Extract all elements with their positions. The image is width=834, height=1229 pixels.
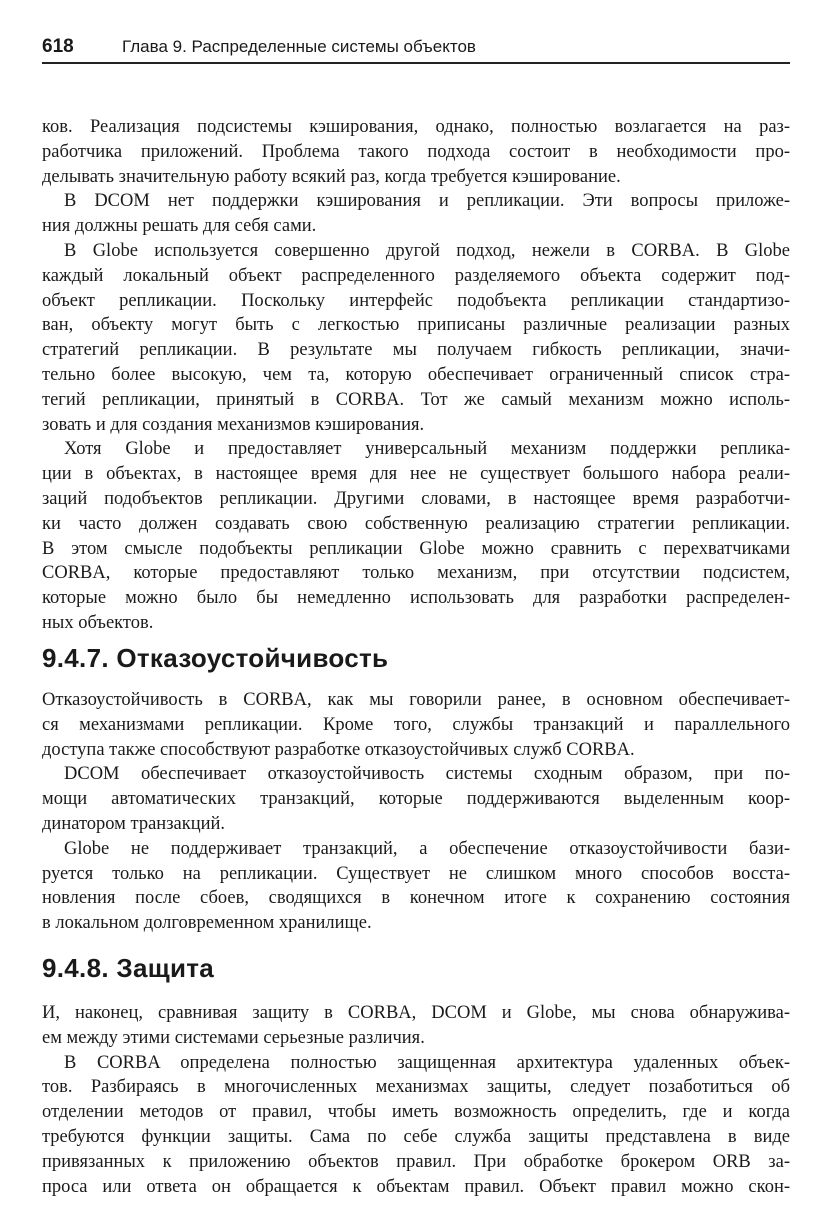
text-line: тельно более высокую, чем та, которую обеспечивает ограниченный список стра- [42, 364, 790, 385]
text-line: тегий репликации, принятый в CORBA. Тот же самый механизм можно исполь- [42, 389, 790, 410]
text-line: требуются функции защиты. Сама по себе служба защиты представлена в виде [42, 1126, 790, 1147]
text-line: тов. Разбираясь в многочисленных механизмах защиты, следует позаботиться об [42, 1077, 790, 1098]
text-line: стратегий репликации. В результате мы получаем гибкость репликации, значи- [42, 340, 790, 361]
paragraph [42, 1051, 790, 1200]
text-line: заций подобъектов репликации. Другими словами, в настоящее время разработчи- [42, 488, 790, 509]
text-line: объект репликации. Поскольку интерфейс подобъекта репликации стандартизо- [42, 290, 790, 311]
text-line: ния должны решать для себя сами. [42, 216, 317, 237]
text-line: динатором транзакций. [42, 813, 226, 834]
running-title: Глава 9. Распределенные системы объектов [122, 37, 476, 56]
text-line: И, наконец, сравнивая защиту в CORBA, DCOM и Globe, мы снова обнаружива- [42, 1003, 790, 1023]
text-line: В CORBA определена полностью защищенная архитектура удаленных объек- [64, 1052, 790, 1073]
section-body-intro [42, 115, 790, 636]
section-body-security [42, 1001, 790, 1199]
text-line: ции в объектах, в настоящее время для нее не существует большого набора реали- [42, 464, 790, 485]
section-heading-security: 9.4.8. Защита [42, 953, 215, 983]
text-line: каждый локальный объект распределенного разделяемого объекта содержит под- [42, 265, 790, 286]
text-line: проса или ответа он обращается к объектам правил. Объект правил можно скон- [42, 1176, 790, 1197]
paragraph [42, 688, 790, 762]
paragraph [42, 1001, 790, 1051]
paragraph [42, 115, 790, 189]
text-line: в локальном долговременном хранилище. [42, 913, 372, 934]
text-line: В DCOM нет поддержки кэширования и репликации. Эти вопросы приложе- [64, 191, 790, 212]
text-line: работчика приложений. Проблема такого подхода состоит в необходимости про- [42, 141, 790, 162]
text-line: ем между этими системами серьезные различия. [42, 1027, 425, 1048]
running-header [42, 36, 790, 64]
text-line: отделении методов от правил, чтобы иметь возможность определить, где и когда [42, 1102, 790, 1123]
text-line: ван, объекту могут быть с легкостью приписаны различные реализации разных [42, 315, 790, 336]
text-line: новления после сбоев, сводящихся в конечном итоге к сохранению состояния [42, 888, 790, 909]
text-line: делывать значительную работу всякий раз, когда требуется кэширование. [42, 166, 621, 187]
text-line: DCOM обеспечивает отказоустойчивость системы сходным образом, при по- [64, 764, 790, 785]
text-line: доступа также способствуют разработке отказоустойчивых служб CORBA. [42, 739, 635, 760]
text-line: привязанных к приложению объектов правил. При обработке брокером ORB за- [42, 1151, 790, 1172]
text-line: Хотя Globe и предоставляет универсальный механизм поддержки реплика- [64, 439, 790, 460]
paragraph [42, 437, 790, 635]
paragraph [42, 189, 790, 239]
text-line: ки часто должен создавать свою собственную реализацию стратегии репликации. [42, 513, 790, 534]
section-heading-fault-tolerance: 9.4.7. Отказоустойчивость [42, 643, 389, 673]
text-line: CORBA, которые предоставляют только механизм, при отсутствии подсистем, [42, 563, 790, 584]
text-line: ся механизмами репликации. Кроме того, службы транзакций и параллельного [42, 714, 790, 735]
text-line: Отказоустойчивость в CORBA, как мы говорили ранее, в основном обеспечивает- [42, 690, 790, 710]
text-line: ных объектов. [42, 612, 154, 633]
text-line: В Globe используется совершенно другой подход, нежели в CORBA. В Globe [64, 240, 790, 261]
text-line: Globe не поддерживает транзакций, а обеспечение отказоустойчивости бази- [64, 838, 790, 859]
paragraph [42, 239, 790, 437]
text-line: зовать и для создания механизмов кэширования. [42, 414, 425, 435]
text-line: руется только на репликации. Существует не слишком много способов восста- [42, 863, 790, 884]
section-body-fault-tolerance [42, 688, 790, 936]
text-line: которые можно было бы немедленно использовать для разработки распределен- [42, 588, 790, 609]
text-line: ков. Реализация подсистемы кэширования, однако, полностью возлагается на раз- [42, 117, 790, 137]
paragraph [42, 837, 790, 936]
text-line: В этом смысле подобъекты репликации Globe можно сравнить с перехватчиками [42, 538, 790, 559]
page-number: 618 [42, 36, 74, 57]
text-line: мощи автоматических транзакций, которые поддерживаются выделенным коор- [42, 789, 790, 810]
paragraph [42, 762, 790, 836]
